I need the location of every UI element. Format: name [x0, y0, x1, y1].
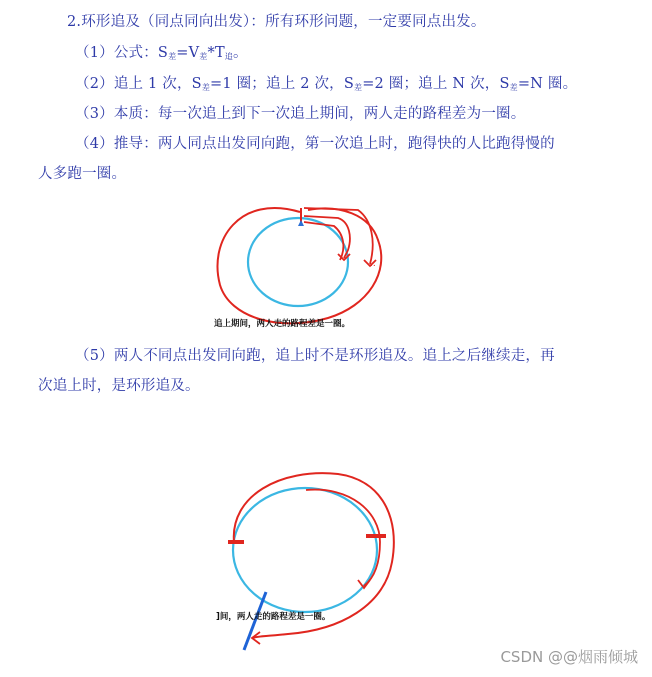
formula-line	[75, 43, 248, 67]
laps-sub2: 差	[353, 83, 363, 92]
formula-equals: =V	[176, 45, 200, 61]
laps-part1: （2）追上 1 次，S	[75, 76, 202, 92]
diagram-one-track	[248, 218, 348, 306]
diagram-one-dots: ..	[370, 259, 376, 269]
formula-v-sub: 差	[199, 52, 208, 61]
formula-s-sub: 差	[168, 52, 177, 61]
formula-t-sub: 追	[224, 52, 234, 61]
formula-suffix: 。	[233, 45, 248, 61]
formula-prefix: （1）公式：S	[75, 45, 169, 61]
note-line-2: 次追上时，是环形追及。	[38, 378, 200, 394]
laps-line	[75, 74, 577, 98]
diagram-one-inner-arrow-2	[304, 222, 343, 260]
laps-sub1: 差	[201, 83, 211, 92]
laps-part4: =N 圈。	[517, 76, 578, 92]
diagram-one-start-marker	[298, 220, 304, 226]
laps-sub3: 差	[509, 83, 518, 92]
diagram-two-caption: ]间，两人走的路程差是一圈。	[216, 612, 331, 622]
diagram-one-caption: 追上期间，两人走的路程差是一圈。	[214, 319, 351, 329]
laps-part2: =1 圈；追上 2 次，S	[210, 76, 354, 92]
derivation-line-2: 人多跑一圈。	[38, 166, 127, 182]
diagram-two-track	[233, 488, 377, 612]
diagram-two	[210, 460, 410, 660]
derivation-line-1: （4）推导：两人同点出发同向跑，第一次追上时，跑得快的人比跑得慢的	[75, 136, 555, 152]
laps-part3: =2 圈；追上 N 次，S	[362, 76, 510, 92]
essence-line: （3）本质：每一次追上到下一次追上期间，两人走的路程差为一圈。	[75, 106, 526, 122]
section-heading: 2.环形追及（同点同向出发）：所有环形问题，一定要同点出发。	[67, 14, 486, 30]
note-line-1: （5）两人不同点出发同向跑，追上时不是环形追及。追上之后继续走，再	[75, 348, 555, 364]
csdn-watermark: CSDN @@烟雨倾城	[500, 648, 638, 666]
formula-times: *T	[207, 45, 225, 61]
